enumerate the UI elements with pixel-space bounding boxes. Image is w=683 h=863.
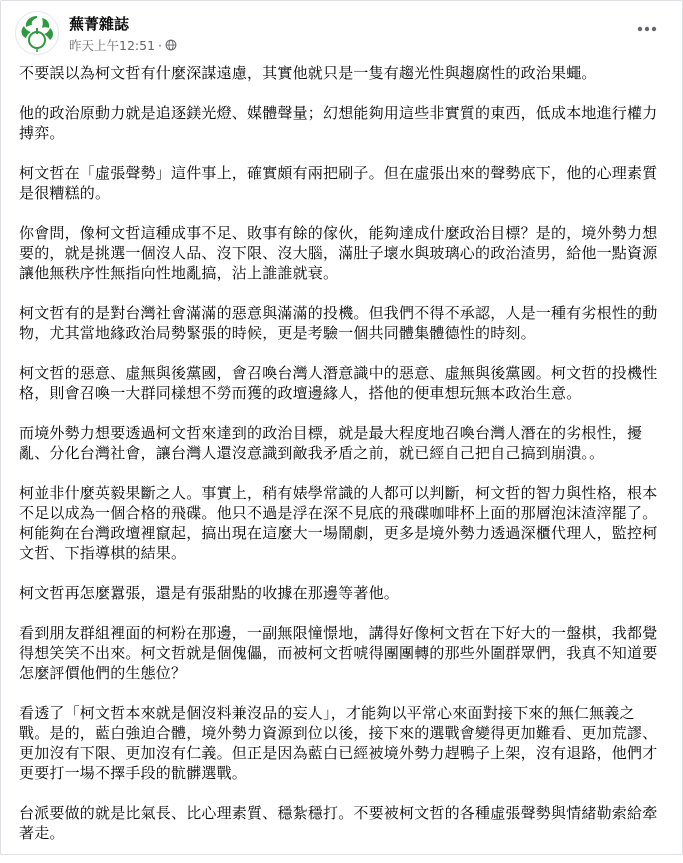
globe-icon[interactable] [165,39,177,51]
post-paragraph: 柯並非什麼英毅果斷之人。事實上，稍有婊學常識的人都可以判斷，柯文哲的智力與性格，根本不足以成為一個合格的飛碟。他只不過是浮在深不見底的飛碟咖啡杯上面的那層泡沫渣滓罷了。柯能夠在台灣政壇裡竄起，搞出現在這麼大一場鬧劇，更多是境外勢力透過深櫃代理人，監控柯文哲、下指導棋的結果。 [19,484,658,562]
page-avatar[interactable] [15,11,59,55]
post-paragraph: 柯文哲有的是對台灣社會滿滿的惡意與滿滿的投機。但我們不得不承認，人是一種有劣根性的動物，尤其當地緣政治局勢緊張的時候，更是考驗一個共同體集體德性的時刻。 [19,304,658,342]
meta-separator: · [158,37,163,53]
post-paragraph: 柯文哲在「虛張聲勢」這件事上，確實頗有兩把刷子。但在虛張出來的聲勢底下，他的心理素質是很糟糕的。 [19,164,658,202]
post-paragraph: 看到朋友群組裡面的柯粉在那邊，一副無限憧憬地，講得好像柯文哲在下好大的一盤棋，我都覺得想笑笑不出來。柯文哲就是個傀儡，而被柯文哲唬得團團轉的那些外圍群眾們，我真不知道要怎麼評價他們的生態位？ [19,624,658,682]
post-paragraph: 柯文哲再怎麼囂張，還是有張甜點的收據在那邊等著他。 [19,584,400,602]
post-timestamp[interactable]: 昨天上午12:51 [69,38,156,53]
post-paragraph: 柯文哲的惡意、虛無與後黨國，會召喚台灣人潛意識中的惡意、虛無與後黨國。柯文哲的投機性格，則會召喚一大群同樣想不勞而獲的政壇邊緣人，搭他的便車想玩無本政治生意。 [19,364,658,402]
post-paragraph: 而境外勢力想要透過柯文哲來達到的政治目標，就是最大程度地召喚台灣人潛在的劣根性，擾亂、分化台灣社會，讓台灣人還沒意識到敵我矛盾之前，就已經自己把自己搞到崩潰。。 [19,424,643,462]
post-body [19,63,664,863]
post-paragraph: 看透了「柯文哲本來就是個沒料兼沒品的妄人」，才能夠以平常心來面對接下來的無仁無義之戰。是的，藍白強迫合體，境外勢力資源到位以後，接下來的選戰會變得更加難看、更加荒謬、更加沒有下限、更加沒有仁義。但正是因為藍白已經被境外勢力趕鴨子上架，沒有退路，他們才更要打一場不擇手段的骯髒選戰。 [19,704,658,782]
more-horizontal-icon [637,26,657,32]
more-options-button[interactable] [633,15,661,43]
post-header [15,11,665,57]
post-paragraph: 他的政治原動力就是追逐鎂光燈、媒體聲量；幻想能夠用這些非實質的東西，低成本地進行權力搏弈。 [19,104,658,142]
turnip-logo-icon [16,12,58,54]
post-paragraph: 台派要做的就是比氣長、比心理素質、穩紮穩打。不要被柯文哲的各種虛張聲勢與情緒勒索給牽著走。 [19,804,658,842]
page-name-link[interactable]: 蕪菁雜誌 [69,15,130,33]
post-meta [69,37,177,53]
post-paragraph: 你會問，像柯文哲這種成事不足、敗事有餘的傢伙，能夠達成什麼政治目標？是的，境外勢力想要的，就是挑選一個沒人品、沒下限、沒大腦，滿肚子壞水與玻璃心的政治渣男，給他一點資源讓他無秩序性無指向性地亂搞，沾上誰誰就衰。 [19,224,658,282]
post-paragraph: 不要誤以為柯文哲有什麼深謀遠慮，其實他就只是一隻有趨光性與趨腐性的政治果蠅。 [19,64,597,82]
